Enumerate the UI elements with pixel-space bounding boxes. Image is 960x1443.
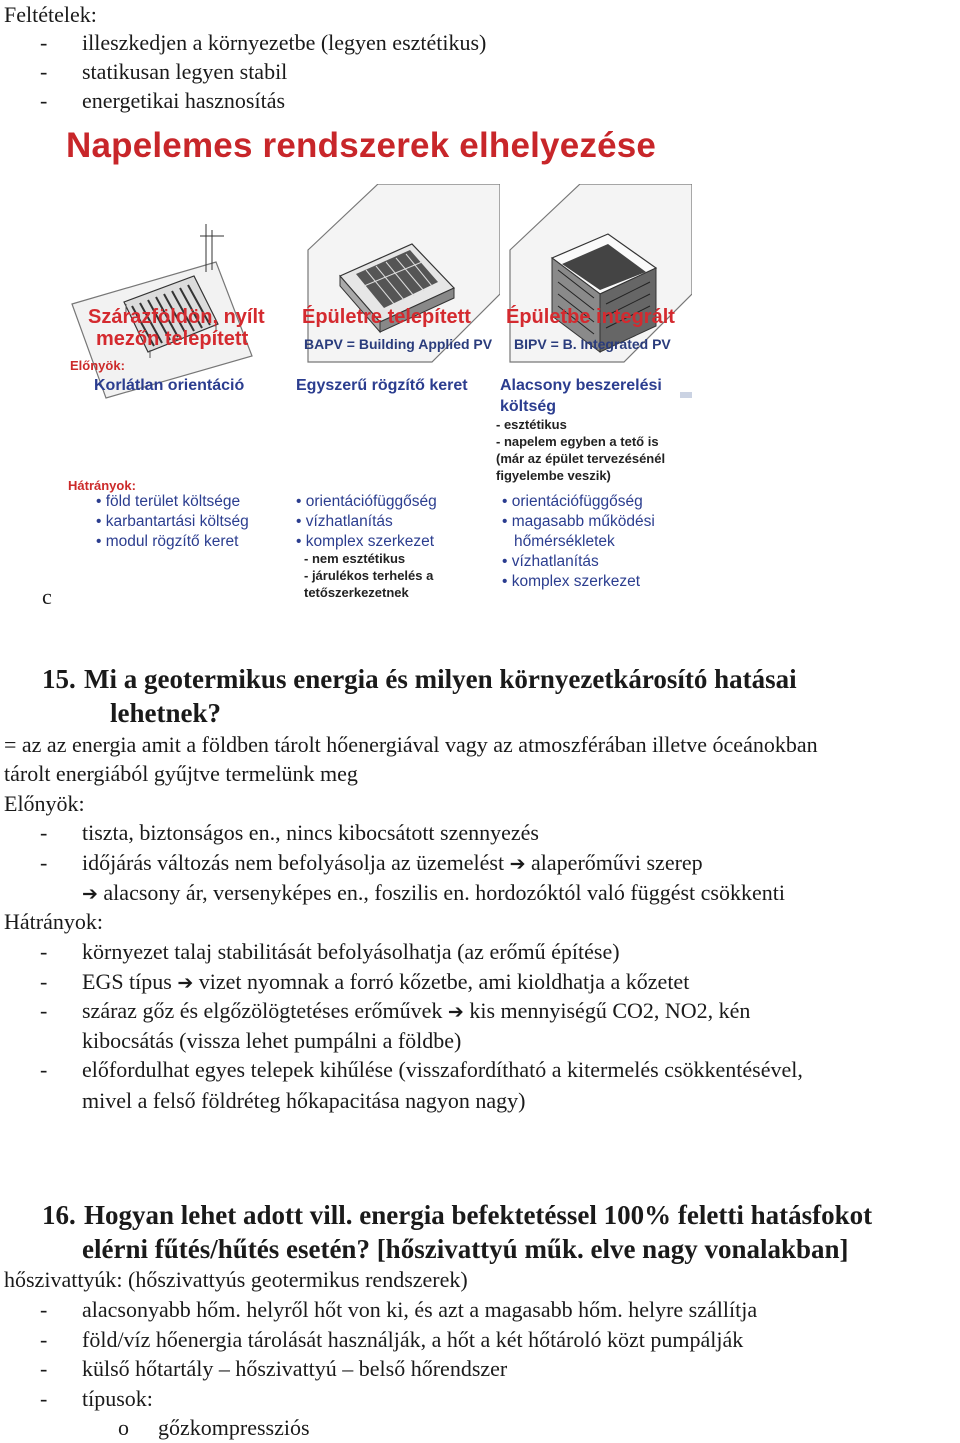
disadvantage-item: EGS típus ➔ vizet nyomnak a forró kőzetbe, ami kioldhatja a kőzetet: [82, 969, 690, 994]
col3-disadvantage: hőmérsékletek: [514, 533, 615, 550]
col1-disadvantage: • karbantartási költség: [96, 513, 249, 530]
col2-disadvantage-detail: - járulékos terhelés a: [304, 568, 434, 583]
question-15-title: Mi a geotermikus energia és milyen környezetkárosító hatásai: [84, 664, 797, 694]
col3-subtitle: BIPV = B. Integrated PV: [514, 336, 671, 352]
arrow-icon: ➔: [82, 883, 98, 905]
condition-item: statikusan legyen stabil: [82, 59, 288, 84]
heat-pump-item: típusok:: [82, 1386, 153, 1411]
list-dash: -: [40, 820, 48, 845]
col3-disadvantage: • magasabb működési: [502, 513, 655, 530]
col2-disadvantage: • komplex szerkezet: [296, 533, 435, 550]
arrow-icon: ➔: [509, 853, 526, 875]
disadvantage-item: száraz gőz és elgőzölögtetéses erőművek ➔ kis mennyiségű CO2, NO2, kén: [82, 998, 751, 1023]
col1-advantage: Korlátlan orientáció: [94, 377, 245, 394]
col3-advantage-detail: - esztétikus: [496, 417, 567, 432]
col3-advantage-detail: - napelem egyben a tető is: [496, 434, 659, 449]
advantage-continuation: ➔ alacsony ár, versenyképes en., foszilis en. hordozóktól való függést csökkenti: [82, 880, 785, 905]
list-dash: -: [40, 998, 48, 1023]
advantage-item: időjárás változás nem befolyásolja az üzemelést ➔ alaperőművi szerep: [82, 850, 703, 875]
col3-disadvantage: • orientációfüggőség: [502, 493, 643, 510]
heat-pump-item: külső hőtartály – hőszivattyú – belső hőrendszer: [82, 1356, 508, 1381]
solar-placement-figure: [60, 118, 692, 608]
advantages-label: Előnyök:: [70, 358, 125, 373]
col1-heading-line1: Szárazföldön, nyílt: [88, 306, 265, 328]
heat-pump-subitem: gőzkompressziós: [158, 1415, 310, 1440]
list-dash: -: [40, 969, 48, 994]
col2-disadvantage: • vízhatlanítás: [296, 513, 393, 530]
arrow-icon: ➔: [447, 1001, 464, 1023]
col2-advantage: Egyszerű rögzítő keret: [296, 377, 468, 394]
heat-pump-item: alacsonyabb hőm. helyről hőt von ki, és azt a magasabb hőm. helyre szállítja: [82, 1297, 758, 1322]
col3-advantage-line2: költség: [500, 398, 557, 415]
disadvantages-label: Hátrányok:: [68, 478, 136, 493]
heat-pump-item: föld/víz hőenergia tárolását használják, a hőt a két hőtároló közt pumpálják: [82, 1327, 744, 1352]
list-dash: -: [40, 1386, 48, 1411]
list-dash: -: [40, 1297, 48, 1322]
disadvantage-continuation: kibocsátás (vissza lehet pumpálni a földbe): [82, 1028, 462, 1053]
definition-line: = az az energia amit a földben tárolt hőenergiával vagy az atmoszférában illetve óceánokban: [4, 732, 818, 757]
list-dash: -: [40, 939, 48, 964]
definition-line: tárolt energiából gyűjtve termelünk meg: [4, 761, 358, 786]
list-dash: -: [40, 1356, 48, 1381]
advantage-item: tiszta, biztonságos en., nincs kibocsátott szennyezés: [82, 820, 539, 845]
col3-disadvantage: • vízhatlanítás: [502, 553, 599, 570]
advantages-heading: Előnyök:: [4, 791, 85, 816]
disadvantage-item: környezet talaj stabilitását befolyásolhatja (az erőmű építése): [82, 939, 620, 964]
col1-heading-line2: mezőn telepített: [96, 328, 249, 350]
col3-advantage-detail: figyelembe veszik): [496, 468, 611, 483]
col2-disadvantage-detail: tetőszerkezetnek: [304, 585, 409, 600]
question-16-number: 16.: [42, 1200, 76, 1230]
col3-advantage-detail: (már az épület tervezésénél: [496, 451, 666, 466]
question-16-title: Hogyan lehet adott vill. energia befektetéssel 100% feletti hatásfokot: [84, 1200, 873, 1230]
col2-disadvantage-detail: - nem esztétikus: [304, 551, 406, 566]
condition-item: energetikai hasznosítás: [82, 88, 286, 113]
arrow-icon: ➔: [177, 972, 194, 994]
list-dash: -: [40, 59, 48, 84]
disadvantage-continuation: mivel a felső földréteg hőkapacitása nagyon nagy): [82, 1088, 526, 1113]
col2-subtitle: BAPV = Building Applied PV: [304, 336, 493, 352]
question-15-number: 15.: [42, 664, 76, 694]
col3-disadvantage: • komplex szerkezet: [502, 573, 641, 590]
condition-item: illeszkedjen a környezetbe (legyen esztétikus): [82, 30, 487, 55]
list-dash: -: [40, 30, 48, 55]
col3-advantage-line1: Alacsony beszerelési: [500, 377, 662, 394]
col2-disadvantage: • orientációfüggőség: [296, 493, 437, 510]
list-dash: -: [40, 1057, 48, 1082]
conditions-heading: Feltételek:: [4, 2, 97, 27]
disadvantage-item: előfordulhat egyes telepek kihűlése (visszafordítható a kitermelés csökkentésével,: [82, 1057, 803, 1082]
list-dash: -: [40, 850, 48, 875]
question-15-title-cont: lehetnek?: [110, 698, 221, 728]
list-dash: -: [40, 1327, 48, 1352]
col1-disadvantage: • modul rögzítő keret: [96, 533, 239, 550]
question-16-title-cont: elérni fűtés/hűtés esetén? [hőszivattyú műk. elve nagy vonalakban]: [82, 1234, 849, 1264]
col2-heading: Épületre telepített: [302, 306, 471, 328]
disadvantages-heading: Hátrányok:: [4, 909, 103, 934]
figure-title: Napelemes rendszerek elhelyezése: [66, 126, 657, 165]
col3-heading: Épületbe integrált: [506, 306, 675, 328]
col1-disadvantage: • föld terület költsége: [96, 493, 241, 510]
heat-pump-intro: hőszivattyúk: (hőszivattyús geotermikus rendszerek): [4, 1267, 468, 1292]
stray-letter: c: [42, 584, 52, 609]
sublist-bullet: o: [118, 1415, 129, 1440]
list-dash: -: [40, 88, 48, 113]
